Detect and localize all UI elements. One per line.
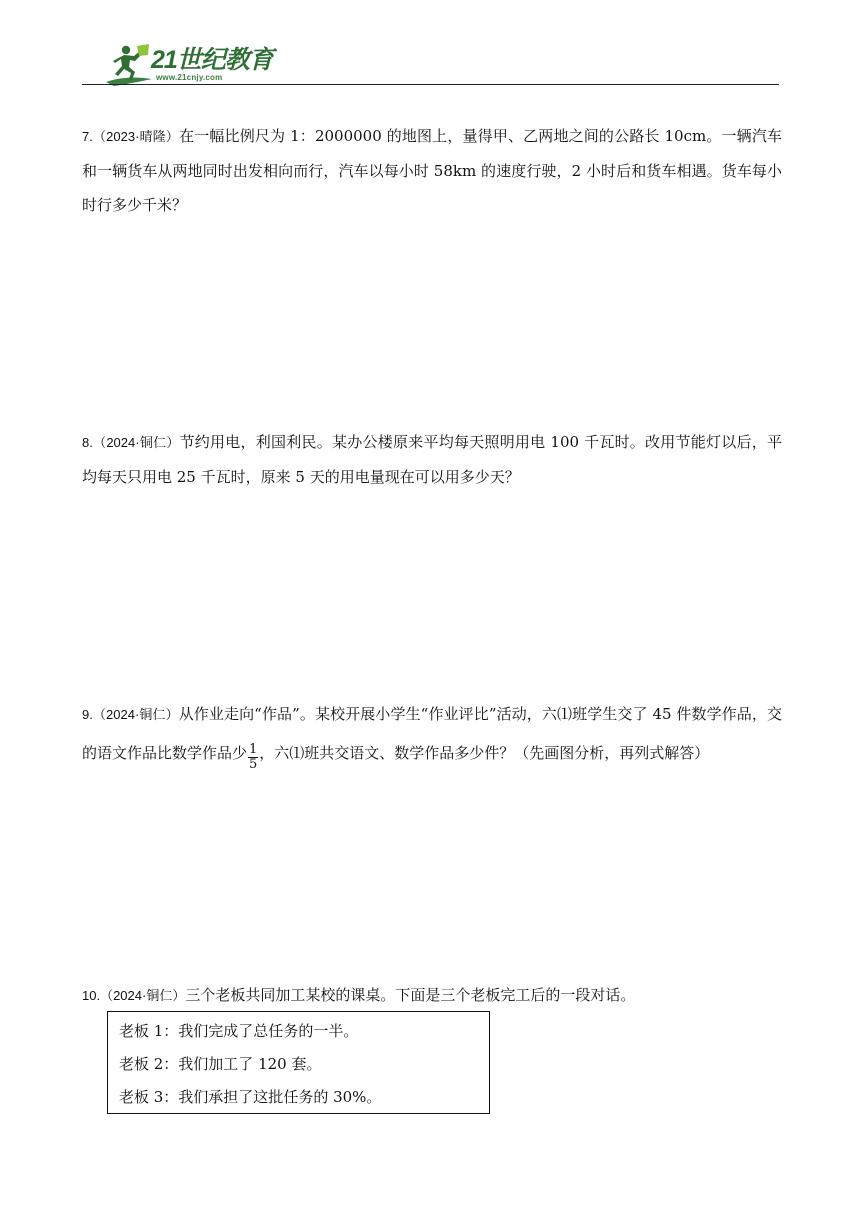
question-source: （2023·晴隆）	[92, 129, 180, 144]
fraction-denominator: 5	[249, 757, 258, 772]
fraction-one-fifth	[248, 743, 258, 772]
header-divider	[82, 84, 779, 85]
question-9	[82, 695, 782, 772]
question-text-continued: ，六⑴班共交语文、数学作品多少件？（先画图分析，再列式解答）	[259, 744, 710, 762]
question-7	[82, 119, 782, 222]
question-8	[82, 425, 782, 494]
logo-url: www.21cnjy.com	[156, 73, 223, 82]
question-number: 7.	[82, 129, 93, 144]
question-text: 在一幅比例尺为 1：2000000 的地图上，量得甲、乙两地之间的公路长 10cm。一辆汽车和一辆货车从两地同时出发相向而行，汽车以每小时 58km 的速度行驶，2 小时后和货车相遇。货车每小时行多少千米？	[82, 127, 783, 214]
fraction-numerator: 1	[249, 742, 258, 757]
question-number: 8.	[82, 435, 93, 450]
question-source: （2024·铜仁）	[92, 435, 180, 450]
dialog-line-boss-2: 老板 2：我们加工了 120 套。	[119, 1055, 322, 1073]
question-text: 从作业走向“作品”。某校开展小学生“作业评比”活动，六⑴班学生交了 45 件数学作品，交的语文作品比数学作品少	[82, 705, 782, 762]
question-source: （2024·铜仁）	[100, 988, 186, 1003]
question-10	[82, 978, 782, 1013]
dialog-line-boss-3: 老板 3：我们承担了这批任务的 30%。	[119, 1088, 382, 1106]
question-number: 10.	[82, 988, 101, 1003]
page-header	[0, 0, 860, 90]
logo	[104, 42, 274, 88]
question-text: 节约用电，利国利民。某办公楼原来平均每天照明用电 100 千瓦时。改用节能灯以后，平均每天只用电 25 千瓦时，原来 5 天的用电量现在可以用多少天？	[82, 433, 783, 486]
logo-text: 21世纪教育	[151, 46, 273, 74]
dialog-line-boss-1: 老板 1：我们完成了总任务的一半。	[119, 1022, 359, 1040]
question-number: 9.	[82, 707, 93, 722]
question-source: （2024·铜仁）	[92, 707, 179, 722]
boss-dialog-box	[107, 1011, 490, 1114]
question-text: 三个老板共同加工某校的课桌。下面是三个老板完工后的一段对话。	[185, 986, 636, 1004]
